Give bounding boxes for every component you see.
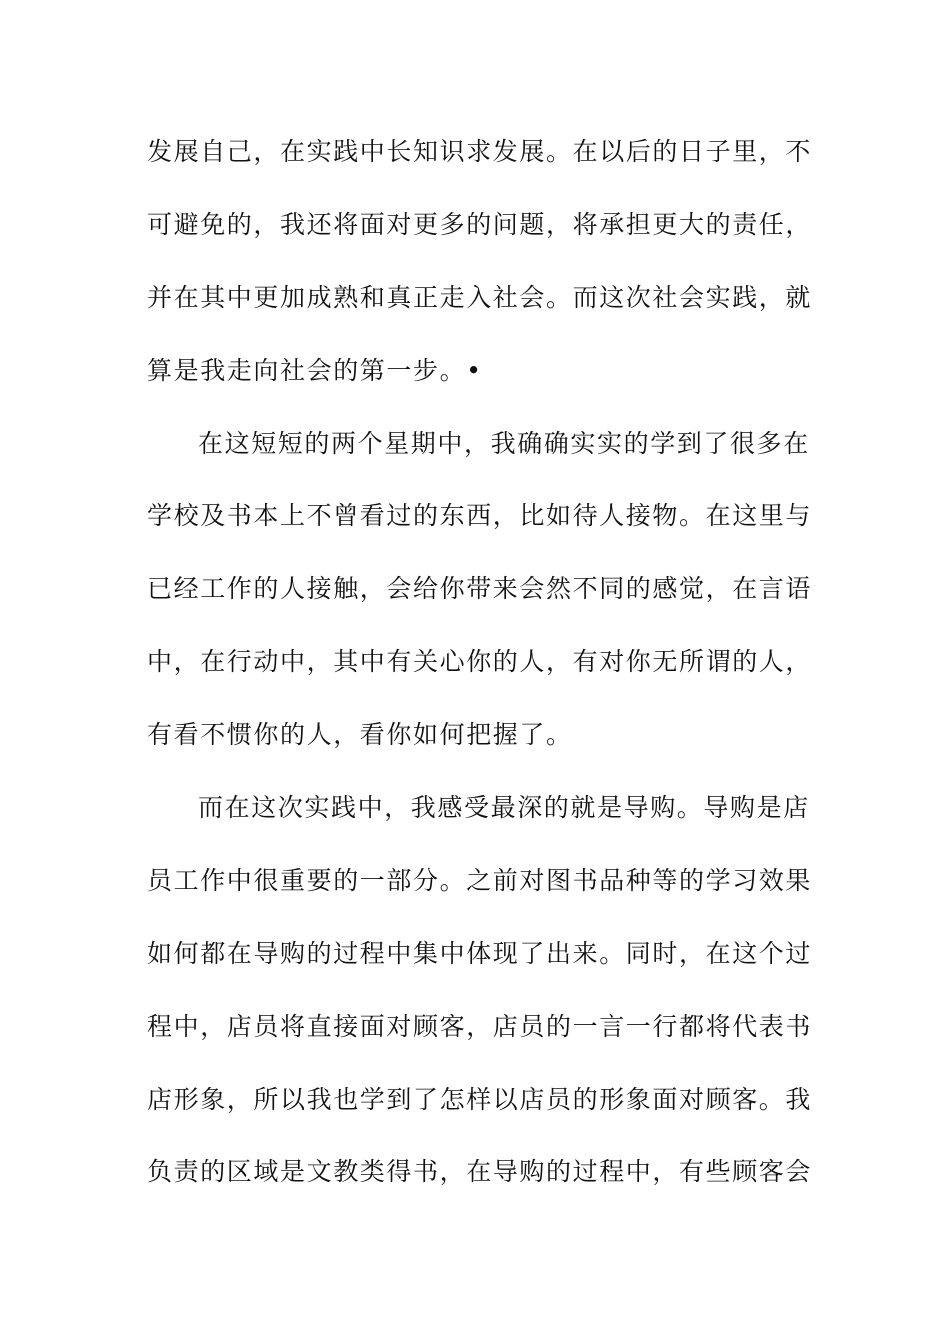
paragraph-line: 并在其中更加成熟和真正走入社会。而这次社会实践，就 [147,282,813,312]
paragraph-line: 有看不惯你的人，看你如何把握了。 [147,720,573,750]
paragraph-line: 学校及书本上不曾看过的东西，比如待人接物。在这里与 [147,501,813,531]
paragraph-line: 负责的区域是文教类得书，在导购的过程中，有些顾客会 [147,1157,813,1187]
paragraph-line: 店形象，所以我也学到了怎样以店员的形象面对顾客。我 [147,1084,813,1114]
paragraph-line: 可避免的，我还将面对更多的问题，将承担更大的责任， [147,209,813,239]
paragraph-line: 员工作中很重要的一部分。之前对图书品种等的学习效果 [147,865,813,895]
paragraph-line: 程中，店员将直接面对顾客，店员的一言一行都将代表书 [147,1011,813,1041]
paragraph-first-line: 在这短短的两个星期中，我确确实实的学到了很多在 [198,428,810,458]
paragraph-line: 中，在行动中，其中有关心你的人，有对你无所谓的人， [147,647,813,677]
paragraph-line: 发展自己，在实践中长知识求发展。在以后的日子里，不 [147,137,813,166]
paragraph-line: 算是我走向社会的第一步。• [147,355,483,385]
document-body [147,132,813,1225]
paragraph-first-line: 而在这次实践中，我感受最深的就是导购。导购是店 [198,793,810,823]
paragraph-line: 已经工作的人接触，会给你带来会然不同的感觉，在言语 [147,574,813,604]
paragraph-line: 如何都在导购的过程中集中体现了出来。同时，在这个过 [147,938,813,968]
